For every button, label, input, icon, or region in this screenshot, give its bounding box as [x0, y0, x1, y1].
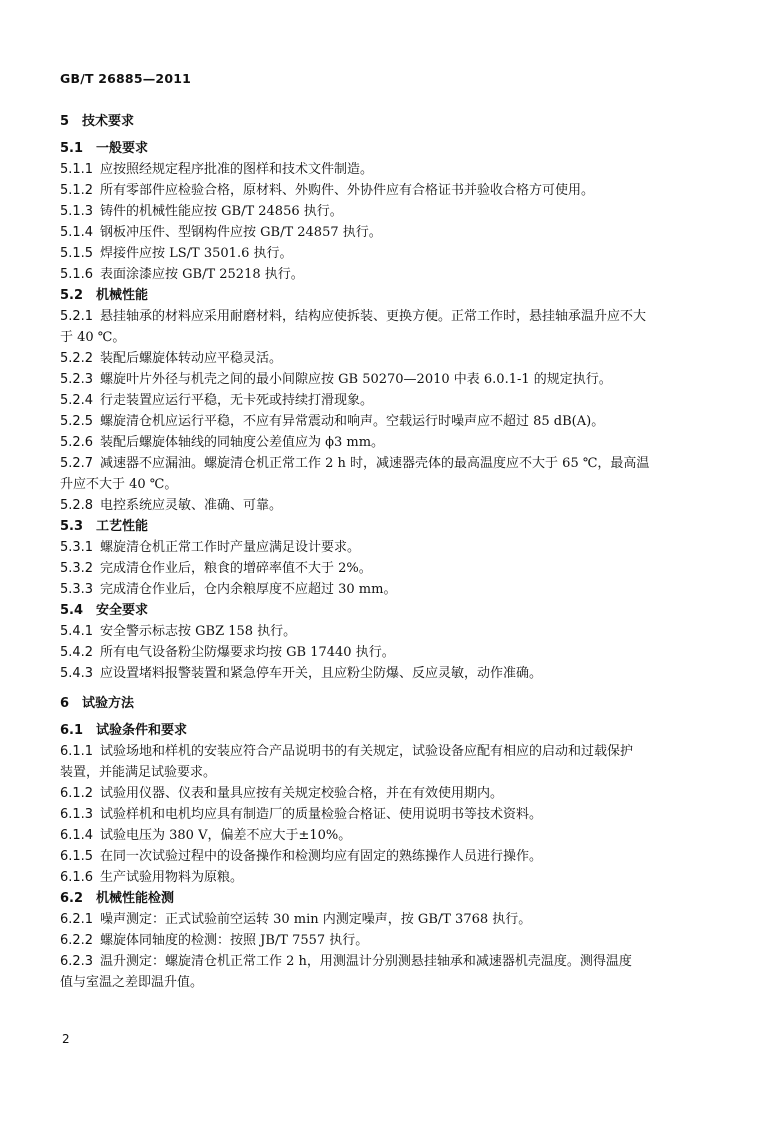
clause	[60, 159, 692, 180]
clause-text: 行走装置应运行平稳，无卡死或持续打滑现象。	[100, 393, 374, 408]
clause	[60, 201, 692, 222]
clause-text: 噪声测定：正式试验前空运转 30 min 内测定噪声，按 GB/T 3768 执行。	[100, 912, 532, 927]
clause-text: 电控系统应灵敏、准确、可靠。	[100, 498, 283, 513]
chapter-heading	[60, 111, 692, 132]
chapter-number: 5	[60, 114, 70, 129]
clause-number: 5.2.3	[60, 372, 94, 387]
section-title: 试验条件和要求	[96, 723, 188, 738]
clause-text: 装配后螺旋体转动应平稳灵活。	[100, 351, 283, 366]
clause-number: 5.2.7	[60, 456, 94, 471]
clause-number: 5.3.1	[60, 540, 94, 555]
clause	[60, 867, 692, 888]
clause-number: 6.1.5	[60, 849, 94, 864]
chapter-gap	[60, 684, 692, 693]
clause	[60, 369, 692, 390]
section-title: 机械性能	[96, 288, 149, 303]
clause-number: 5.1.1	[60, 162, 94, 177]
clause	[60, 348, 692, 369]
clause-text: 应按照经规定程序批准的图样和技术文件制造。	[100, 162, 374, 177]
clause-text: 完成清仓作业后，仓内余粮厚度不应超过 30 mm。	[100, 582, 397, 597]
clause-number: 5.1.4	[60, 225, 94, 240]
standard-number: GB/T 26885—2011	[60, 71, 192, 86]
section-number: 6.1	[60, 723, 84, 738]
section-title: 安全要求	[96, 603, 149, 618]
clause	[60, 495, 692, 516]
clause-number: 6.1.6	[60, 870, 94, 885]
clause	[60, 909, 692, 930]
chapter-title: 技术要求	[82, 114, 135, 129]
clause-text: 应设置堵料报警装置和紧急停车开关，且应粉尘防爆、反应灵敏，动作准确。	[100, 666, 543, 681]
clause	[60, 579, 692, 600]
document-body	[60, 111, 692, 993]
clause-number: 5.1.3	[60, 204, 94, 219]
clause-text: 试验场地和样机的安装应符合产品说明书的有关规定，试验设备应配有相应的启动和过载保护	[100, 744, 634, 759]
clause-text: 生产试验用物料为原粮。	[100, 870, 244, 885]
clause-text: 减速器不应漏油。螺旋清仓机正常工作 2 h 时，减速器壳体的最高温度应不大于 65 ℃，最高温	[100, 456, 650, 471]
section-number: 5.2	[60, 288, 84, 303]
clause-text: 钢板冲压件、型钢构件应按 GB/T 24857 执行。	[100, 225, 382, 240]
section-heading	[60, 888, 692, 909]
clause-text: 表面涂漆应按 GB/T 25218 执行。	[100, 267, 304, 282]
clause-number: 5.1.6	[60, 267, 94, 282]
clause-text: 铸件的机械性能应按 GB/T 24856 执行。	[100, 204, 343, 219]
clause-continuation: 装置，并能满足试验要求。	[60, 765, 217, 780]
clause	[60, 741, 692, 762]
clause-text: 试验电压为 380 V，偏差不应大于±10%。	[100, 828, 352, 843]
section-heading	[60, 600, 692, 621]
clause-number: 5.1.5	[60, 246, 94, 261]
clause-text: 试验样机和电机均应具有制造厂的质量检验合格证、使用说明书等技术资料。	[100, 807, 543, 822]
section-heading	[60, 516, 692, 537]
section-number: 5.4	[60, 603, 84, 618]
clause-continuation: 于 40 ℃。	[60, 330, 126, 345]
clause-number: 5.2.8	[60, 498, 94, 513]
clause	[60, 930, 692, 951]
clause-text: 试验用仪器、仪表和量具应按有关规定校验合格，并在有效使用期内。	[100, 786, 504, 801]
clause-text: 螺旋清仓机应运行平稳，不应有异常震动和响声。空载运行时噪声应不超过 85 dB(A)。	[100, 414, 605, 429]
clause	[60, 951, 692, 972]
section-title: 一般要求	[96, 141, 149, 156]
clause-number: 5.2.6	[60, 435, 94, 450]
chapter-number: 6	[60, 696, 70, 711]
clause-text: 装配后螺旋体轴线的同轴度公差值应为 ϕ3 mm。	[100, 435, 385, 450]
clause	[60, 663, 692, 684]
clause-continuation: 值与室温之差即温升值。	[60, 975, 204, 990]
section-heading	[60, 138, 692, 159]
clause	[60, 453, 692, 474]
clause-number: 5.3.3	[60, 582, 94, 597]
clause	[60, 390, 692, 411]
clause-text: 焊接件应按 LS/T 3501.6 执行。	[100, 246, 293, 261]
clause-number: 6.2.3	[60, 954, 94, 969]
section-title: 机械性能检测	[96, 891, 175, 906]
clause-number: 5.2.5	[60, 414, 94, 429]
section-heading	[60, 720, 692, 741]
clause	[60, 222, 692, 243]
clause	[60, 243, 692, 264]
section-number: 6.2	[60, 891, 84, 906]
clause	[60, 306, 692, 327]
section-number: 5.1	[60, 141, 84, 156]
page-number: 2	[62, 1032, 70, 1046]
clause	[60, 180, 692, 201]
clause	[60, 783, 692, 804]
clause-number: 5.2.4	[60, 393, 94, 408]
clause-number: 5.2.2	[60, 351, 94, 366]
clause-text: 悬挂轴承的材料应采用耐磨材料，结构应使拆装、更换方便。正常工作时，悬挂轴承温升应不大	[100, 309, 647, 324]
clause-number: 5.4.1	[60, 624, 94, 639]
clause-number: 5.4.3	[60, 666, 94, 681]
clause-number: 6.2.1	[60, 912, 94, 927]
clause-number: 6.1.4	[60, 828, 94, 843]
clause-number: 6.1.2	[60, 786, 94, 801]
clause	[60, 642, 692, 663]
clause	[60, 846, 692, 867]
clause	[60, 537, 692, 558]
clause-number: 5.1.2	[60, 183, 94, 198]
clause-number: 6.1.1	[60, 744, 94, 759]
clause	[60, 411, 692, 432]
clause	[60, 825, 692, 846]
clause-text: 完成清仓作业后，粮食的增碎率值不大于 2%。	[100, 561, 372, 576]
clause	[60, 432, 692, 453]
clause-number: 6.1.3	[60, 807, 94, 822]
clause-text: 在同一次试验过程中的设备操作和检测均应有固定的熟练操作人员进行操作。	[100, 849, 543, 864]
clause-number: 5.3.2	[60, 561, 94, 576]
clause-continuation: 升应不大于 40 ℃。	[60, 477, 178, 492]
clause-text: 温升测定：螺旋清仓机正常工作 2 h，用测温计分别测悬挂轴承和减速器机壳温度。测得温度	[100, 954, 632, 969]
chapter-heading	[60, 693, 692, 714]
clause-text: 螺旋体同轴度的检测：按照 JB/T 7557 执行。	[100, 933, 369, 948]
clause	[60, 621, 692, 642]
chapter-title: 试验方法	[82, 696, 135, 711]
section-heading	[60, 285, 692, 306]
clause	[60, 804, 692, 825]
section-number: 5.3	[60, 519, 84, 534]
clause-number: 6.2.2	[60, 933, 94, 948]
clause-text: 所有电气设备粉尘防爆要求均按 GB 17440 执行。	[100, 645, 395, 660]
clause-text: 安全警示标志按 GBZ 158 执行。	[100, 624, 297, 639]
clause	[60, 558, 692, 579]
clause-number: 5.2.1	[60, 309, 94, 324]
clause-text: 所有零部件应检验合格，原材料、外购件、外协件应有合格证书并验收合格方可使用。	[100, 183, 595, 198]
clause-number: 5.4.2	[60, 645, 94, 660]
clause	[60, 264, 692, 285]
section-title: 工艺性能	[96, 519, 149, 534]
clause-text: 螺旋叶片外径与机壳之间的最小间隙应按 GB 50270—2010 中表 6.0.1-1 的规定执行。	[100, 372, 612, 387]
clause-text: 螺旋清仓机正常工作时产量应满足设计要求。	[100, 540, 361, 555]
